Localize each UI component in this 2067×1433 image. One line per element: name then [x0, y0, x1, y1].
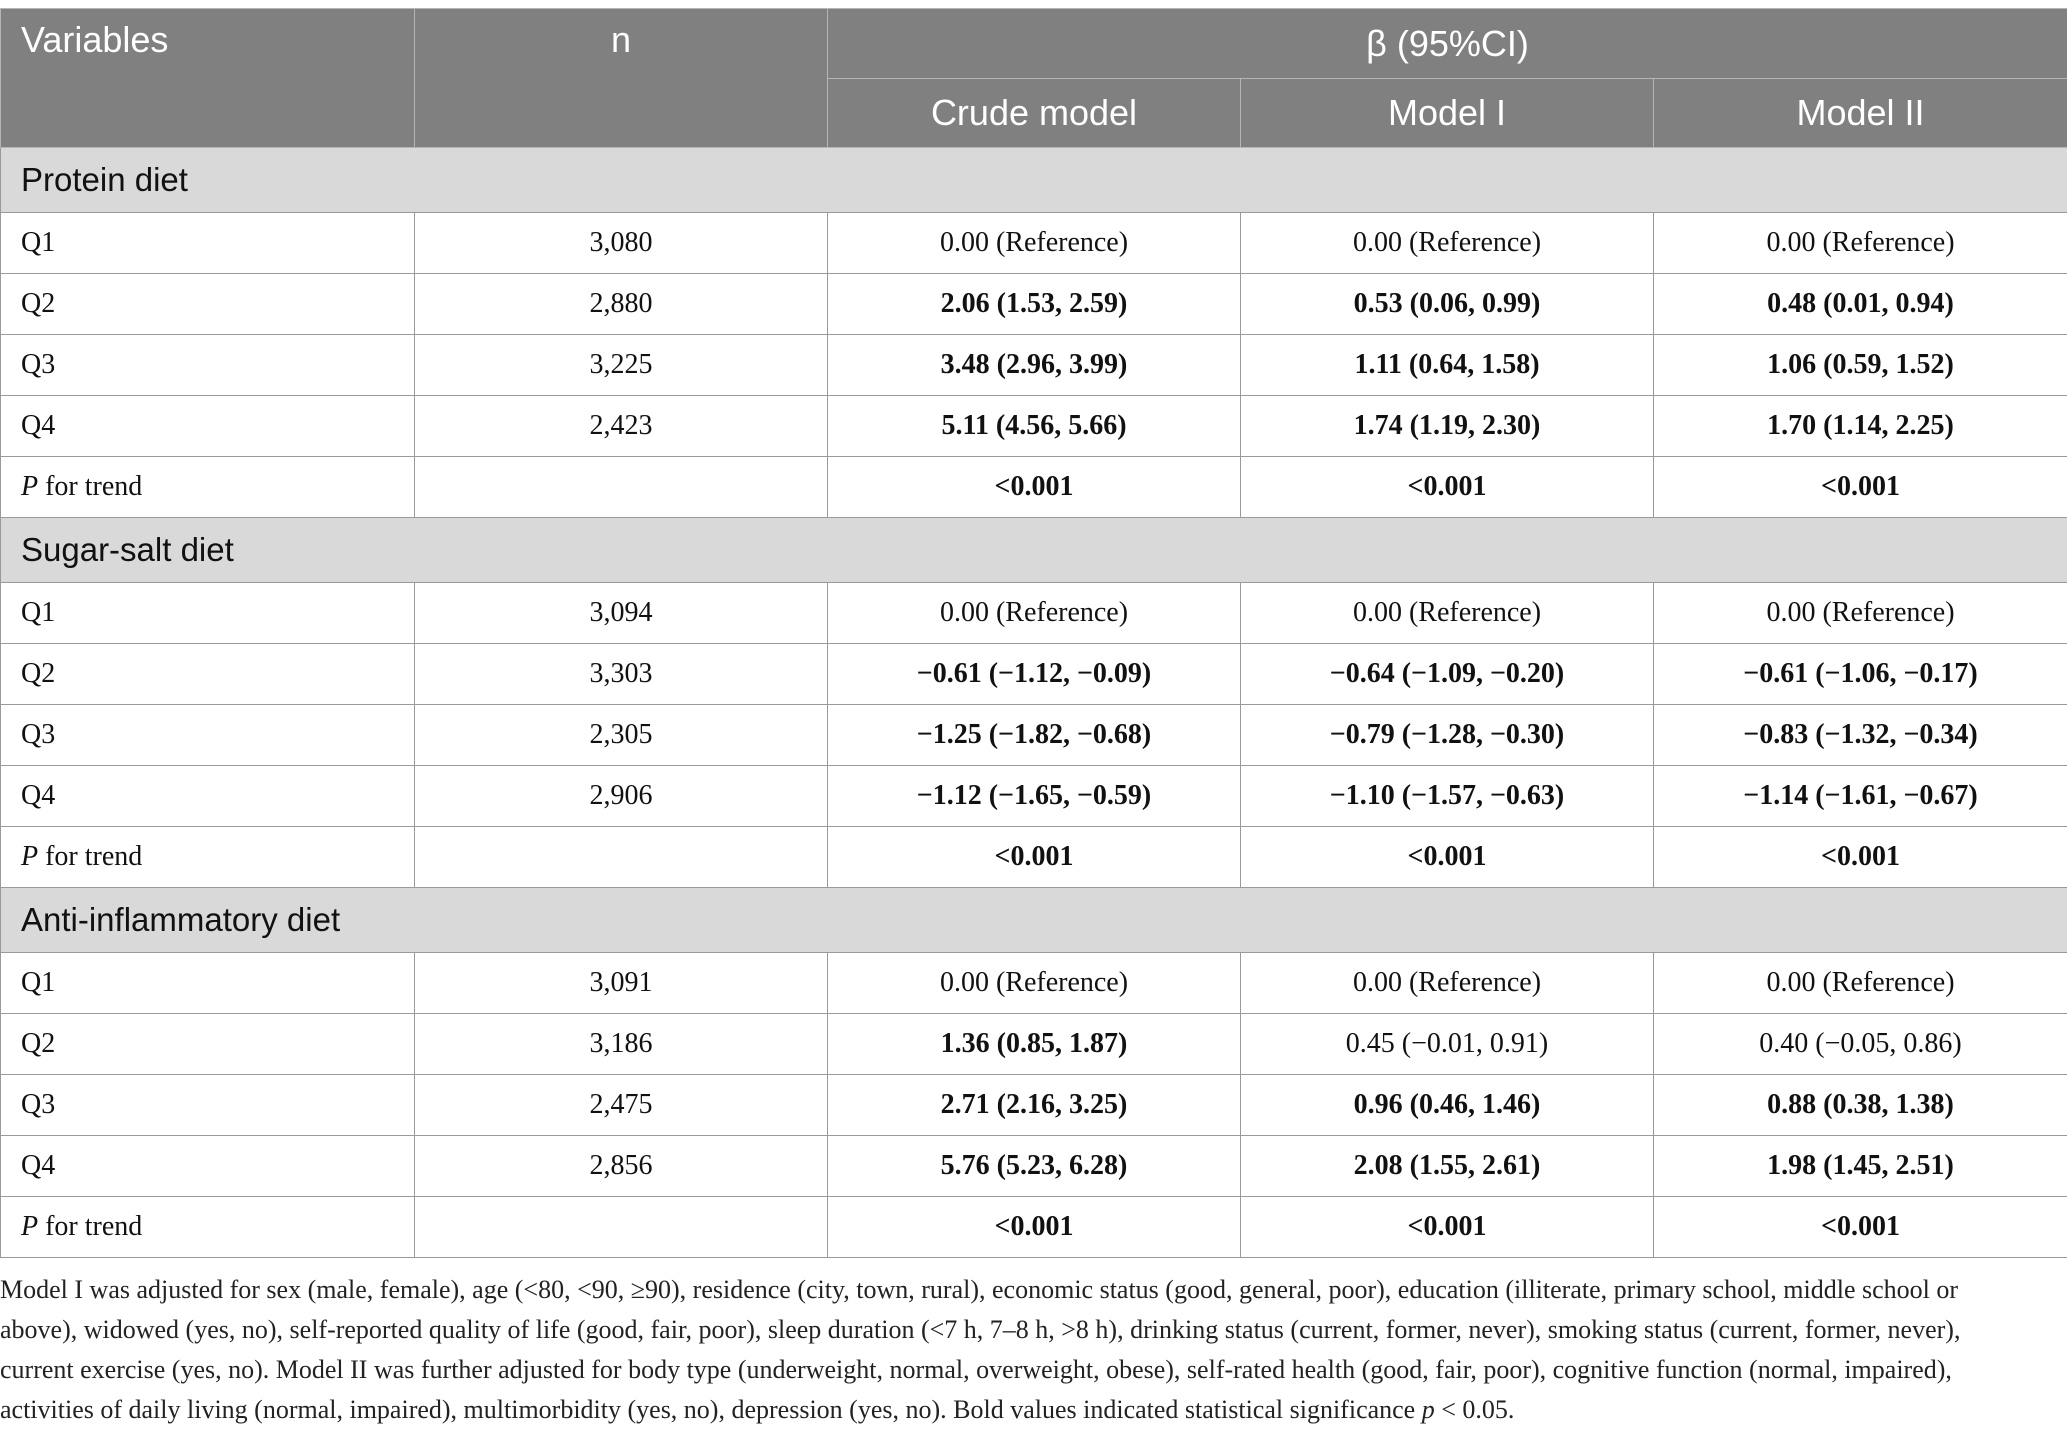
cell-model-1: 0.00 (Reference) — [1241, 953, 1654, 1014]
table-row — [1, 335, 2067, 396]
cell-model-1: 0.45 (−0.01, 0.91) — [1241, 1014, 1654, 1075]
cell-model-2: 1.70 (1.14, 2.25) — [1654, 396, 2067, 457]
table-row — [1, 583, 2067, 644]
table-row — [1, 1075, 2067, 1136]
table-header — [1, 9, 2067, 148]
row-n: 3,091 — [415, 953, 828, 1014]
trend-value-m2: <0.001 — [1654, 1197, 2067, 1258]
trend-value-crude: <0.001 — [828, 827, 1241, 888]
trend-label-text: for trend — [38, 1211, 143, 1242]
table-row — [1, 953, 2067, 1014]
trend-p-symbol: P — [21, 1211, 39, 1242]
cell-model-1: −0.64 (−1.09, −0.20) — [1241, 644, 1654, 705]
footnote-p-symbol: p — [1421, 1395, 1435, 1424]
row-n: 2,906 — [415, 766, 828, 827]
row-n: 2,475 — [415, 1075, 828, 1136]
section-header-row — [1, 518, 2067, 583]
row-label: Q2 — [1, 644, 415, 705]
cell-crude-model: 0.00 (Reference) — [828, 583, 1241, 644]
footnote-text: Model I was adjusted for sex (male, female), age (<80, <90, ≥90), residence (city, town, rural), economic status (good, general, poor), education (illiterate, primary school, middle school or above), widowed (yes, no), self-reported quality of life (good, fair, poor), sleep duration (<7 h, 7–8 h, >8 h), drinking status (current, former, never), smoking status (current, former, never), current exercise (yes, no). Model II was further adjusted for body type (underweight, normal, overweight, obese), self-rated health (good, fair, poor), cognitive function (normal, impaired), activities of daily living (normal, impaired), multimorbidity (yes, no), depression (yes, no). Bold values indicated statistical significance — [0, 1275, 1961, 1424]
row-n: 3,225 — [415, 335, 828, 396]
cell-crude-model: −0.61 (−1.12, −0.09) — [828, 644, 1241, 705]
cell-crude-model: 5.11 (4.56, 5.66) — [828, 396, 1241, 457]
row-label: Q1 — [1, 953, 415, 1014]
cell-model-2: 0.48 (0.01, 0.94) — [1654, 274, 2067, 335]
footnote-tail: < 0.05. — [1434, 1395, 1515, 1424]
cell-model-2: 0.88 (0.38, 1.38) — [1654, 1075, 2067, 1136]
section-title: Protein diet — [1, 148, 2067, 213]
cell-model-2: 0.00 (Reference) — [1654, 213, 2067, 274]
cell-crude-model: 2.06 (1.53, 2.59) — [828, 274, 1241, 335]
cell-crude-model: 2.71 (2.16, 3.25) — [828, 1075, 1241, 1136]
trend-value-m2: <0.001 — [1654, 827, 2067, 888]
table-row — [1, 644, 2067, 705]
header-variables: Variables — [1, 9, 415, 148]
results-table — [0, 8, 2067, 1258]
cell-model-2: 0.40 (−0.05, 0.86) — [1654, 1014, 2067, 1075]
trend-p-symbol: P — [21, 471, 39, 502]
trend-label-text: for trend — [38, 471, 143, 502]
table-row — [1, 766, 2067, 827]
row-label: Q4 — [1, 766, 415, 827]
trend-label — [1, 827, 415, 888]
cell-model-1: −1.10 (−1.57, −0.63) — [1241, 766, 1654, 827]
cell-crude-model: −1.25 (−1.82, −0.68) — [828, 705, 1241, 766]
section-title: Sugar-salt diet — [1, 518, 2067, 583]
table-row — [1, 1136, 2067, 1197]
cell-model-1: 1.74 (1.19, 2.30) — [1241, 396, 1654, 457]
row-label: Q1 — [1, 583, 415, 644]
trend-label-text: for trend — [38, 841, 143, 872]
trend-row — [1, 457, 2067, 518]
trend-n-empty — [415, 1197, 828, 1258]
row-n: 3,080 — [415, 213, 828, 274]
row-label: Q2 — [1, 1014, 415, 1075]
row-n: 3,094 — [415, 583, 828, 644]
cell-model-2: 1.98 (1.45, 2.51) — [1654, 1136, 2067, 1197]
cell-crude-model: 1.36 (0.85, 1.87) — [828, 1014, 1241, 1075]
row-n: 2,880 — [415, 274, 828, 335]
cell-model-1: 0.96 (0.46, 1.46) — [1241, 1075, 1654, 1136]
table-row — [1, 1014, 2067, 1075]
table-body — [1, 148, 2067, 1258]
cell-model-2: −0.61 (−1.06, −0.17) — [1654, 644, 2067, 705]
section-title: Anti-inflammatory diet — [1, 888, 2067, 953]
row-n: 2,305 — [415, 705, 828, 766]
cell-crude-model: 0.00 (Reference) — [828, 213, 1241, 274]
header-crude-model: Crude model — [828, 79, 1241, 148]
cell-model-1: 1.11 (0.64, 1.58) — [1241, 335, 1654, 396]
trend-value-crude: <0.001 — [828, 1197, 1241, 1258]
trend-label — [1, 457, 415, 518]
cell-crude-model: −1.12 (−1.65, −0.59) — [828, 766, 1241, 827]
trend-n-empty — [415, 457, 828, 518]
row-n: 2,856 — [415, 1136, 828, 1197]
trend-value-m1: <0.001 — [1241, 1197, 1654, 1258]
cell-model-1: −0.79 (−1.28, −0.30) — [1241, 705, 1654, 766]
cell-model-2: 1.06 (0.59, 1.52) — [1654, 335, 2067, 396]
row-n: 3,303 — [415, 644, 828, 705]
table-row — [1, 705, 2067, 766]
cell-crude-model: 5.76 (5.23, 6.28) — [828, 1136, 1241, 1197]
row-label: Q3 — [1, 705, 415, 766]
section-header-row — [1, 148, 2067, 213]
row-label: Q3 — [1, 1075, 415, 1136]
trend-value-crude: <0.001 — [828, 457, 1241, 518]
trend-p-symbol: P — [21, 841, 39, 872]
header-model-2: Model II — [1654, 79, 2067, 148]
trend-value-m2: <0.001 — [1654, 457, 2067, 518]
header-beta: β (95%CI) — [828, 9, 2067, 79]
header-model-1: Model I — [1241, 79, 1654, 148]
trend-n-empty — [415, 827, 828, 888]
row-label: Q2 — [1, 274, 415, 335]
row-label: Q3 — [1, 335, 415, 396]
trend-row — [1, 1197, 2067, 1258]
cell-model-2: −1.14 (−1.61, −0.67) — [1654, 766, 2067, 827]
table-row — [1, 274, 2067, 335]
row-n: 3,186 — [415, 1014, 828, 1075]
cell-crude-model: 3.48 (2.96, 3.99) — [828, 335, 1241, 396]
cell-model-1: 0.00 (Reference) — [1241, 213, 1654, 274]
cell-model-2: 0.00 (Reference) — [1654, 953, 2067, 1014]
row-label: Q1 — [1, 213, 415, 274]
trend-value-m1: <0.001 — [1241, 827, 1654, 888]
header-n: n — [415, 9, 828, 148]
cell-model-2: 0.00 (Reference) — [1654, 583, 2067, 644]
row-label: Q4 — [1, 1136, 415, 1197]
results-table-container — [0, 8, 2067, 1258]
row-label: Q4 — [1, 396, 415, 457]
trend-value-m1: <0.001 — [1241, 457, 1654, 518]
row-n: 2,423 — [415, 396, 828, 457]
table-row — [1, 213, 2067, 274]
cell-model-1: 0.53 (0.06, 0.99) — [1241, 274, 1654, 335]
trend-label — [1, 1197, 415, 1258]
trend-row — [1, 827, 2067, 888]
cell-crude-model: 0.00 (Reference) — [828, 953, 1241, 1014]
section-header-row — [1, 888, 2067, 953]
table-footnote — [0, 1270, 2040, 1430]
cell-model-1: 2.08 (1.55, 2.61) — [1241, 1136, 1654, 1197]
cell-model-2: −0.83 (−1.32, −0.34) — [1654, 705, 2067, 766]
table-row — [1, 396, 2067, 457]
cell-model-1: 0.00 (Reference) — [1241, 583, 1654, 644]
